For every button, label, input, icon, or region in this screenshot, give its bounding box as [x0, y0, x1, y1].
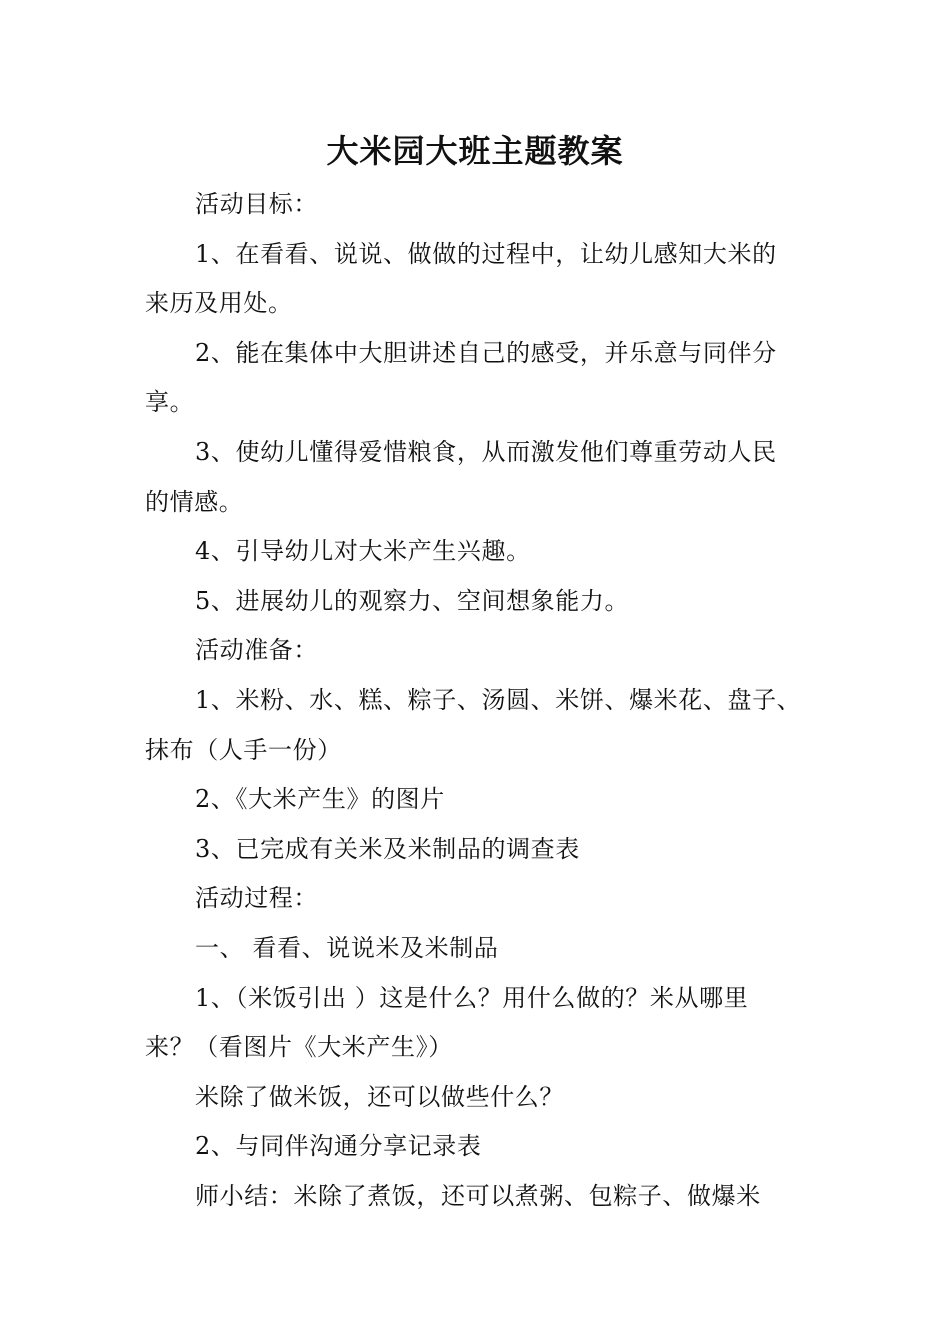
text-line: 享。: [145, 388, 195, 417]
text-line: 的情感。: [145, 487, 244, 516]
text-line: 师小结：米除了煮饭，还可以煮粥、包粽子、做爆米: [195, 1181, 761, 1210]
text-line: 抹布（人手一份）: [145, 735, 342, 764]
text-line: 活动目标：: [195, 190, 318, 218]
text-line: 1、（米饭引出 ）这是什么？用什么做的？米从哪里: [195, 983, 749, 1012]
text-line: 2、能在集体中大胆讲述自己的感受，并乐意与同伴分: [195, 338, 777, 367]
text-line: 来？（看图片《大米产生》）: [145, 1033, 453, 1062]
text-line: 1、米粉、水、糕、粽子、汤圆、米饼、爆米花、盘子、: [195, 685, 802, 714]
text-line: 活动准备：: [195, 636, 318, 665]
text-line: 米除了做米饭，还可以做些什么？: [195, 1082, 564, 1111]
text-line: 5、进展幼儿的观察力、空间想象能力。: [195, 586, 630, 615]
document-title: 大米园大班主题教案: [326, 132, 624, 170]
text-line: 活动过程：: [195, 884, 318, 913]
text-line: 2、《大米产生》的图片: [195, 785, 445, 814]
document-body: [145, 180, 817, 1221]
text-line: 4、引导幼儿对大米产生兴趣。: [195, 537, 531, 566]
text-line: 一、 看看、说说米及米制品: [195, 933, 499, 962]
text-line: 3、使幼儿懂得爱惜粮食，从而激发他们尊重劳动人民: [195, 437, 777, 466]
text-line: 2、与同伴沟通分享记录表: [195, 1132, 482, 1161]
text-line: 来历及用处。: [145, 289, 293, 318]
text-line: 3、已完成有关米及米制品的调查表: [195, 834, 580, 863]
text-line: 1、在看看、说说、做做的过程中，让幼儿感知大米的: [195, 239, 777, 268]
